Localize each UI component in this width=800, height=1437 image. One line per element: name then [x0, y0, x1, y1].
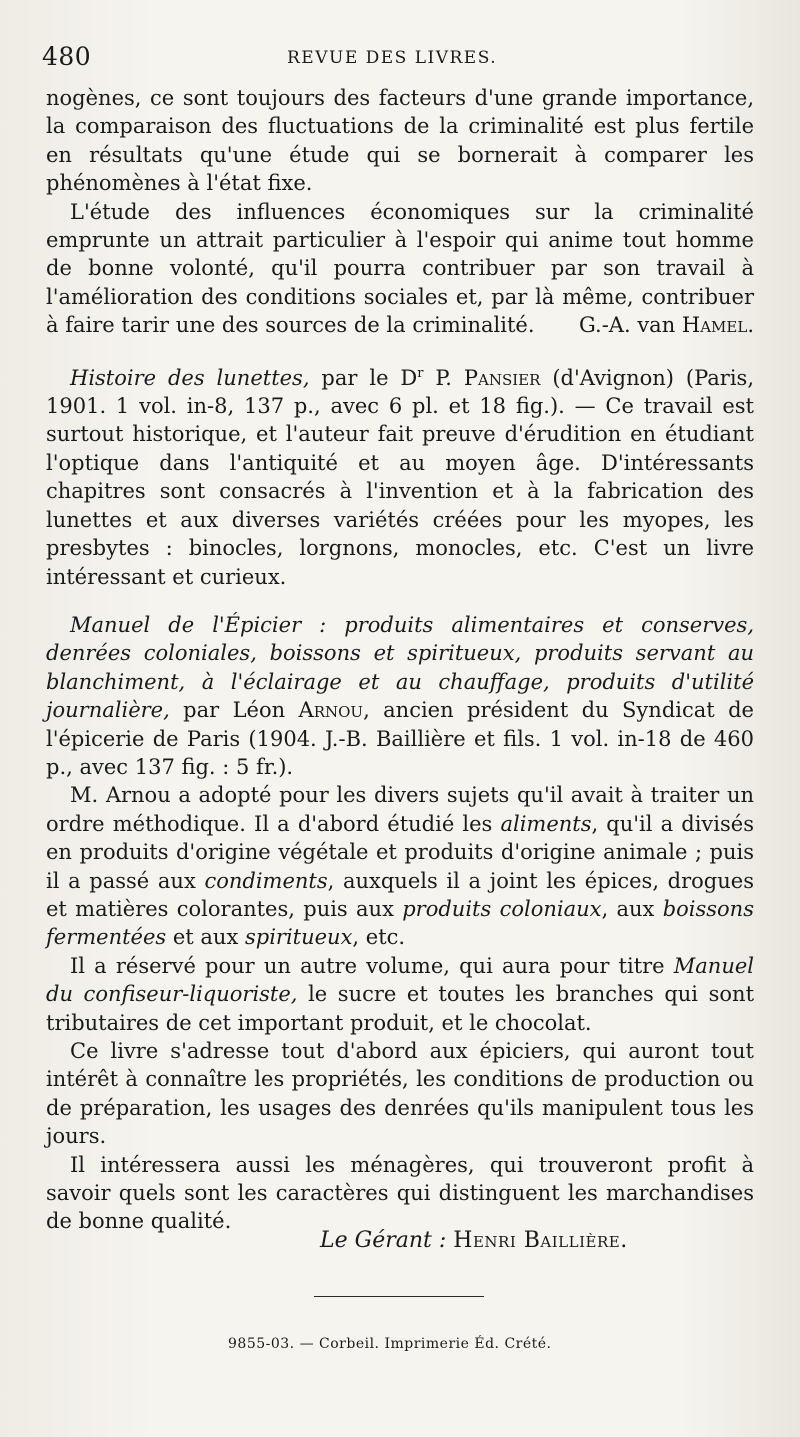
- page-header: [42, 42, 762, 72]
- review3-p2-text-f: , etc.: [352, 925, 406, 950]
- review1-paragraph-2-text: L'étude des influences économiques sur la criminalité emprunte un attrait particulier à l'espoir qui anime tout homme de bonne volonté, qu'il pourra contribuer par son travail à l'amélioration des conditions sociales et, par là même, contribuer à faire tarir une des sources de la criminalité.: [46, 199, 754, 338]
- page-body: [46, 84, 754, 1236]
- review3-p2-text-c: , auxquels il a joint les épices, drogues et matières colorantes, puis aux: [46, 868, 754, 921]
- review3-heading-paragraph: [46, 611, 754, 781]
- review3-p2-em-boissons: boissons fermentées: [46, 896, 754, 950]
- review3-p2-text-b: , qu'il a divisés en produits d'origine végétale et produits d'origine animale ; puis il a passé aux: [46, 811, 754, 893]
- review3-p3-text-b: le sucre et toutes les branches qui sont tributaires de cet important produit, et le chocolat.: [46, 982, 755, 1035]
- gerant-label: Le Gérant :: [320, 1228, 454, 1253]
- review2-by: par le D: [309, 365, 418, 390]
- running-head: REVUE DES LIVRES.: [287, 48, 498, 68]
- gerant-name: Henri Baillière.: [453, 1228, 628, 1253]
- page-number: 480: [42, 42, 92, 71]
- review3-p2-text-a: M. Arnou a adopté pour les divers sujets qu'il avait à traiter un ordre méthodique. Il a d'abord étudié les: [46, 783, 754, 836]
- review3-paragraph-3: [46, 952, 754, 1037]
- section-gap: [46, 340, 754, 360]
- review3-p3-text-a: Il a réservé pour un autre volume, qui aura pour titre: [70, 953, 674, 978]
- review2-paragraph: [46, 360, 754, 591]
- gerant-signature: [320, 1228, 628, 1253]
- review1-signature-name: Hamel.: [681, 313, 754, 338]
- review3-p2-em-produits-coloniaux: produits coloniaux: [402, 896, 602, 921]
- review3-p2-text-e: et aux: [166, 925, 245, 950]
- review3-p3-em-title: Manuel du confiseur-liquoriste,: [46, 953, 754, 1007]
- review3-p2-em-condiments: condiments: [204, 868, 328, 893]
- review1-paragraph-2: [46, 198, 754, 340]
- review3-p2-em-spiritueux: spiritueux: [244, 925, 353, 950]
- review1-paragraph-1: nogènes, ce sont toujours des facteurs d'une grande importance, la comparaison des fluctuations de la criminalité est plus fertile en résultats qu'une étude qui se bornerait à comparer les phénomènes à l'état fixe.: [46, 86, 754, 196]
- review1-signature: [555, 311, 754, 339]
- review2-author: P. Pansier: [435, 365, 541, 390]
- review3-paragraph-4: Ce livre s'adresse tout d'abord aux épiciers, qui auront tout intérêt à connaître les propriétés, les conditions de production ou de préparation, les usages des denrées qu'ils manipulent tous les jours.: [46, 1039, 754, 1149]
- review3-title: Manuel de l'Épicier : produits alimentaires et conserves, denrées coloniales, boissons et spiritueux, produits servant au blanchiment, à l'éclairage et au chauffage, produits d'utilité journalière,: [46, 612, 754, 723]
- review3-paragraph-5: Il intéressera aussi les ménagères, qui trouveront profit à savoir quels sont les caractères qui distinguent les marchandises de bonne qualité.: [46, 1152, 754, 1234]
- review3-details: , ancien président du Syndicat de l'épicerie de Paris (1904. J.-B. Baillière et fils. 1 vol. in-18 de 460 p., avec 137 fig. : 5 fr.).: [46, 698, 754, 779]
- review3-by: par Léon: [169, 698, 299, 723]
- section-gap: [46, 591, 754, 611]
- printer-imprint: 9855-03. — Corbeil. Imprimerie Éd. Crété.: [228, 1336, 552, 1352]
- review2-title: Histoire des lunettes,: [70, 365, 310, 390]
- review3-p2-em-aliments: aliments: [500, 811, 592, 836]
- review3-paragraph-2: [46, 781, 754, 951]
- review3-p2-text-d: , aux: [601, 896, 663, 921]
- footer-rule: [314, 1296, 484, 1297]
- review1-signature-initials: G.-A. van: [579, 313, 682, 338]
- review2-details: (d'Avignon) (Paris, 1901. 1 vol. in-8, 137 p., avec 6 pl. et 18 fig.). — Ce travail est surtout historique, et l'auteur fait preuve d'érudition en étudiant l'optique dans l'antiquité et au moyen âge. D'intéressants chapitres sont consacrés à l'invention et à la fabrication des lunettes et aux diverses variétés créées pour les myopes, les presbytes : binocles, lorgnons, monocles, etc. C'est un livre intéressant et curieux.: [46, 365, 754, 589]
- review3-author: Arnou: [298, 698, 364, 723]
- review2-by-sup: r: [417, 365, 424, 381]
